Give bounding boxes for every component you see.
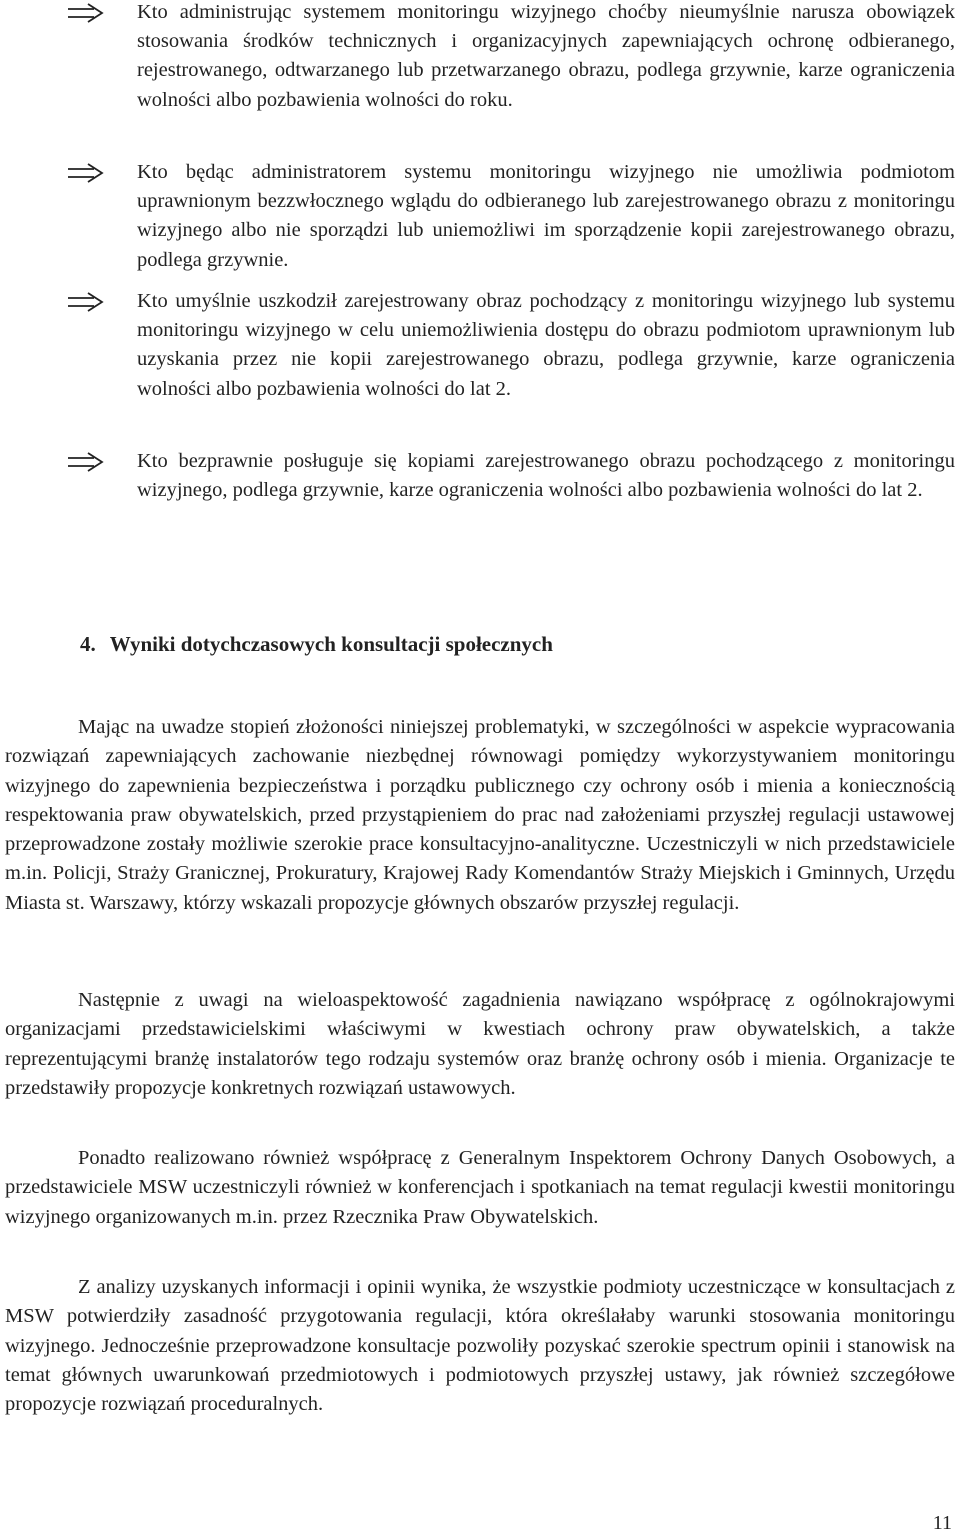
double-arrow-right-icon [66, 451, 106, 473]
section-title: Wyniki dotychczasowych konsultacji społecznych [109, 632, 553, 656]
paragraph: Mając na uwadze stopień złożoności niniejszej problematyki, w szczególności w aspekcie wypracowania rozwiązań zapewniających zachowanie niezbędnej równowagi pomiędzy wykorzystywaniem monitoringu wizyjnego do zapewnienia bezpieczeństwa i porządku publicznego czy ochrony osób i mienia a koniecznością respektowania praw obywatelskich, przed przystąpieniem do prac nad założeniami przyszłej regulacji ustawowej przeprowadzone zostały możliwie szerokie prace konsultacyjno-analityczne. Uczestniczyli w nich przedstawiciele m.in. Policji, Straży Granicznej, Prokuratury, Krajowej Rady Komendantów Straży Miejskich i Gminnych, Urzędu Miasta st. Warszawy, którzy wskazali propozycje głównych obszarów przyszłej regulacji. [5, 716, 955, 914]
double-arrow-right-icon [66, 291, 106, 313]
section-heading [80, 628, 553, 660]
bullet-text: Kto będąc administratorem systemu monitoringu wizyjnego nie umożliwia podmiotom uprawnionym bezzwłocznego wglądu do odbieranego lub zarejestrowanego obrazu z monitoringu wizyjnego albo nie sporządzi lub uniemożliwi im sporządzenie kopii zarejestrowanego obrazu, podlega grzywnie. [137, 161, 955, 271]
double-arrow-right-icon [66, 2, 106, 24]
bullet-text: Kto bezprawnie posługuje się kopiami zarejestrowanego obrazu pochodzącego z monitoringu wizyjnego, podlega grzywnie, karze ograniczenia wolności albo pozbawienia wolności do lat 2. [137, 450, 955, 502]
paragraph: Z analizy uzyskanych informacji i opinii wynika, że wszystkie podmioty uczestniczące w konsultacjach z MSW potwierdziły zasadność przygotowania regulacji, która określałaby warunki stosowania monitoringu wizyjnego. Jednocześnie przeprowadzone konsultacje pozwoliły pozyskać szerokie spectrum opinii i stanowisk na temat głównych uwarunkowań przedmiotowych i podmiotowych przyszłej ustawy, jak również szczegółowe propozycje rozwiązań proceduralnych. [5, 1276, 955, 1416]
bullet-text: Kto umyślnie uszkodził zarejestrowany obraz pochodzący z monitoringu wizyjnego lub systemu monitoringu wizyjnego w celu uniemożliwienia dostępu do obrazu podmiotom uprawnionym lub uzyskania przez nie kopii zarejestrowanego obrazu, podlega grzywnie, karze ograniczenia wolności albo pozbawienia wolności do lat 2. [137, 290, 955, 400]
paragraph: Następnie z uwagi na wieloaspektowość zagadnienia nawiązano współpracę z ogólnokrajowymi organizacjami przedstawicielskimi właściwymi w kwestiach ochrony praw obywatelskich, a także reprezentującymi branżę instalatorów tego rodzaju systemów oraz branżę ochrony osób i mienia. Organizacje te przedstawiły propozycje konkretnych rozwiązań ustawowych. [5, 989, 955, 1099]
paragraph: Ponadto realizowano również współpracę z Generalnym Inspektorem Ochrony Danych Osobowych, a przedstawiciele MSW uczestniczyli również w konferencjach i spotkaniach na temat regulacji kwestii monitoringu wizyjnego organizowanych m.in. przez Rzecznika Praw Obywatelskich. [5, 1147, 955, 1228]
double-arrow-right-icon [66, 162, 106, 184]
section-number: 4. [80, 632, 96, 656]
bullet-text: Kto administrując systemem monitoringu wizyjnego choćby nieumyślnie narusza obowiązek stosowania środków technicznych i organizacyjnych zapewniających ochronę odbieranego, rejestrowanego, odtwarzanego lub przetwarzanego obrazu, podlega grzywnie, karze ograniczenia wolności albo pozbawienia wolności do roku. [137, 1, 955, 111]
page-number: 11 [932, 1512, 952, 1534]
